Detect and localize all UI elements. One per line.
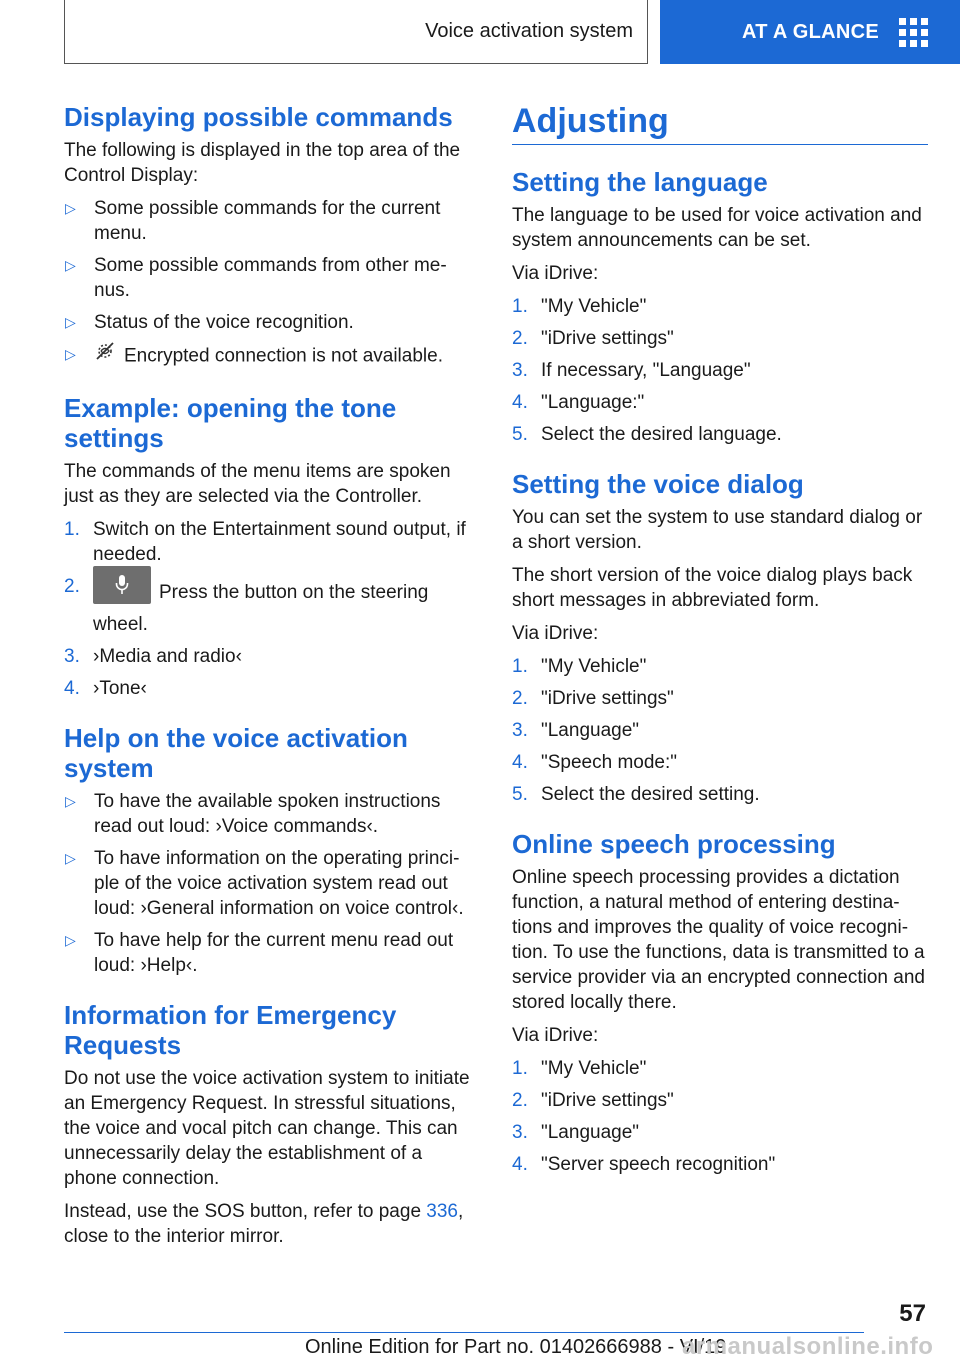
list-item: 1. Switch on the Entertainment sound output, if needed. <box>64 519 466 565</box>
footer-edition: Online Edition for Part no. 01402666988 - VI/19 <box>305 1336 727 1358</box>
list-item: 2. "iDrive settings" <box>512 328 674 349</box>
bullet-triangle-icon: ▷ <box>65 200 76 216</box>
list-item: 3. "Language" <box>512 720 640 741</box>
at-a-glance-badge[interactable]: AT A GLANCE <box>742 20 879 43</box>
bullet-list <box>64 196 478 371</box>
heading-emergency-requests: Information for Emergency Requests <box>64 1000 397 1060</box>
heading-displaying-commands: Displaying possible commands <box>64 102 453 132</box>
paragraph: The short version of the voice dialog plays back short messages in abbreviated form. <box>512 565 913 611</box>
list-item: ▷ Some possible commands for the current menu. <box>65 198 441 244</box>
heading-voice-dialog: Setting the voice dialog <box>512 469 804 499</box>
list-item: 2. "iDrive settings" <box>512 688 674 709</box>
left-column <box>64 100 478 1257</box>
paragraph: Online speech processing provides a dictation function, a natural method of entering destina-tions and improves the quality of voice recogni-tion. To use the functions, data is transmitted to a service provider via an encrypted connection and stored locally there. <box>512 867 925 1013</box>
heading-adjusting: Adjusting <box>512 100 928 145</box>
paragraph: Do not use the voice activation system to initiate an Emergency Request. In stressful situations, the voice and vocal pitch can change. This can unnecessarily delay the establishment of a phone connection. <box>64 1068 470 1189</box>
list-item: 3. ›Media and radio‹ <box>64 646 242 667</box>
list-item: 2. "iDrive settings" <box>512 1090 674 1111</box>
numbered-list <box>512 294 928 447</box>
list-item: ▷ Some possible commands from other me-nus. <box>65 255 447 301</box>
paragraph: The language to be used for voice activation and system announcements can be set. <box>512 205 922 251</box>
bullet-triangle-icon: ▷ <box>65 932 76 948</box>
via-idrive: Via iDrive: <box>512 263 599 284</box>
numbered-list <box>512 1056 928 1177</box>
heading-online-speech: Online speech processing <box>512 829 836 859</box>
list-item: ▷ To have information on the operating princi-ple of the voice activation system read out loud: ›General information on voice control‹. <box>65 848 464 919</box>
list-item: 4. "Speech mode:" <box>512 752 678 773</box>
section-title: Voice activation system <box>425 20 633 42</box>
list-item: 3. If necessary, "Language" <box>512 360 751 381</box>
via-idrive: Via iDrive: <box>512 1025 599 1046</box>
page-link[interactable]: 336 <box>426 1201 458 1222</box>
bullet-triangle-icon: ▷ <box>65 346 76 362</box>
list-item: ▷ Encrypted connection is not available. <box>64 342 478 371</box>
via-idrive: Via iDrive: <box>512 623 599 644</box>
page-number: 57 <box>899 1300 926 1327</box>
numbered-list <box>512 654 928 807</box>
header-section-box <box>64 0 648 64</box>
paragraph: Instead, use the SOS button, refer to page 336, close to the interior mirror. <box>64 1201 464 1247</box>
bullet-triangle-icon: ▷ <box>65 314 76 330</box>
grid-icon <box>899 18 928 47</box>
list-item: 4. "Language:" <box>512 392 645 413</box>
heading-help-voice: Help on the voice activation system <box>64 723 408 783</box>
bullet-triangle-icon: ▷ <box>65 793 76 809</box>
right-column <box>512 100 928 1184</box>
header-badge-box[interactable] <box>660 0 960 64</box>
heading-setting-language: Setting the language <box>512 167 768 197</box>
list-item: ▷ To have the available spoken instructions read out loud: ›Voice commands‹. <box>65 791 441 837</box>
list-item: 1. "My Vehicle" <box>512 296 647 317</box>
heading-tone-settings: Example: opening the tone settings <box>64 393 397 453</box>
list-item: 4. "Server speech recognition" <box>512 1154 776 1175</box>
microphone-icon <box>93 566 151 604</box>
list-item: 4. ›Tone‹ <box>64 678 147 699</box>
list-item: 5. Select the desired setting. <box>512 784 760 805</box>
numbered-list <box>64 517 478 701</box>
bullet-triangle-icon: ▷ <box>65 257 76 273</box>
list-item: ▷ To have help for the current menu read out loud: ›Help‹. <box>65 930 454 976</box>
list-item: 1. "My Vehicle" <box>512 1058 647 1079</box>
list-item: 5. Select the desired language. <box>512 424 782 445</box>
paragraph: The commands of the menu items are spoken just as they are selected via the Controller. <box>64 461 451 507</box>
list-item: 1. "My Vehicle" <box>512 656 647 677</box>
list-item: 2. Press the button on the steering wheel. <box>64 574 478 637</box>
bullet-list <box>64 789 478 978</box>
watermark: armanualsonline.info <box>682 1333 934 1360</box>
bullet-triangle-icon: ▷ <box>65 850 76 866</box>
paragraph: You can set the system to use standard dialog or a short version. <box>512 507 923 553</box>
list-item: 3. "Language" <box>512 1122 640 1143</box>
paragraph: The following is displayed in the top area of the Control Display: <box>64 140 461 186</box>
list-item: ▷ Status of the voice recognition. <box>65 312 354 333</box>
encrypted-off-icon <box>94 340 116 369</box>
